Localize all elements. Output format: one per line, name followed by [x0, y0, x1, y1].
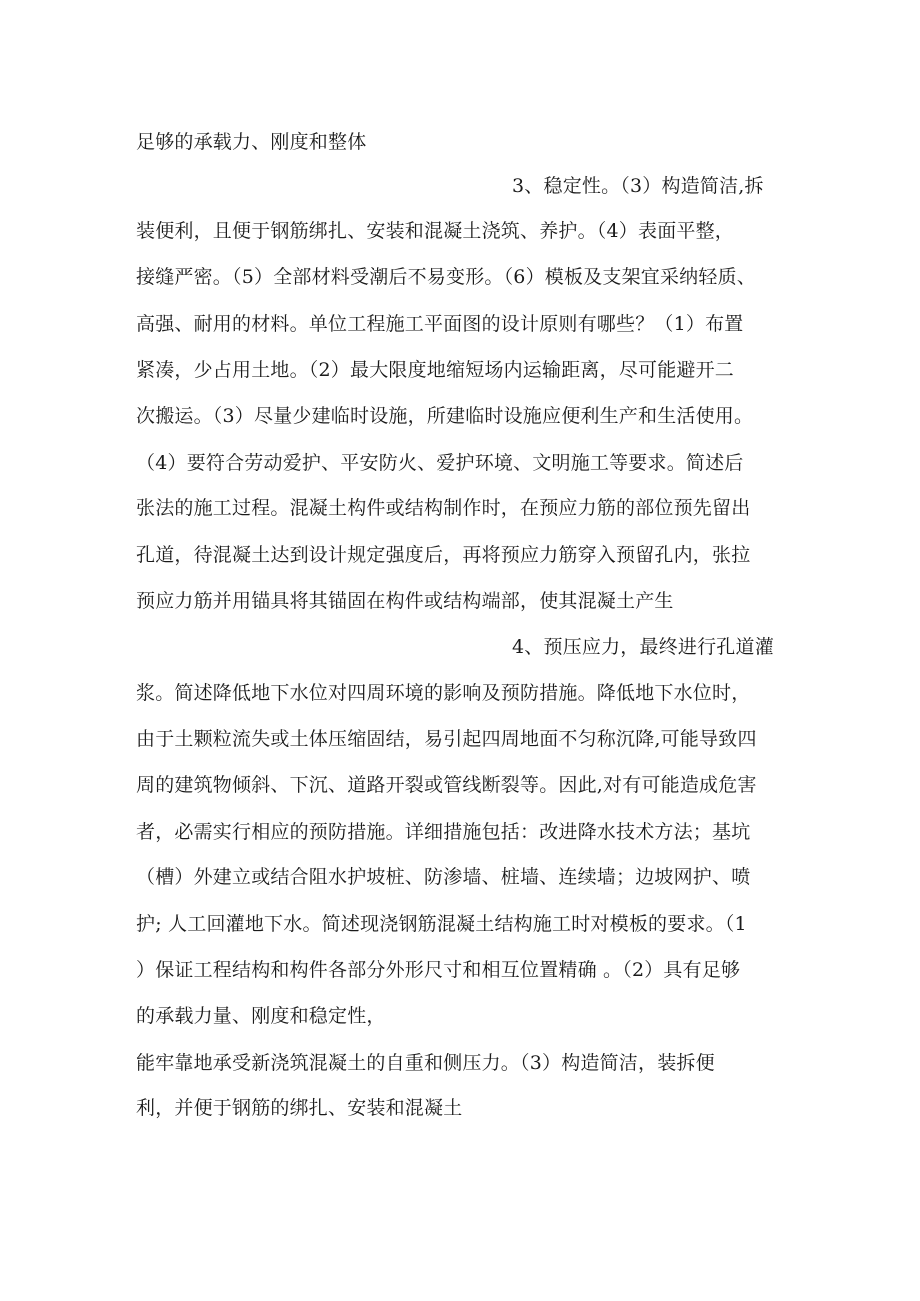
text-line-14: 由于土颗粒流失或土体压缩固结，易引起四周地面不匀称沉降,可能导致四: [136, 728, 757, 750]
text-line-17: （槽）外建立或结合阻水护坡桩、防渗墙、桩墙、连续墙；边坡网护、喷: [136, 866, 751, 888]
text-line-22: 利，并便于钢筋的绑扎、安装和混凝土: [136, 1097, 463, 1119]
text-line-13: 浆。简述降低地下水位对四周环境的影响及预防措施。降低地下水位时，: [136, 682, 751, 704]
text-line-20: 的承载力量、刚度和稳定性，: [136, 1005, 386, 1027]
text-line-5: 高强、耐用的材料。单位工程施工平面图的设计原则有哪些？（1）布置: [136, 313, 744, 335]
text-line-16: 者，必需实行相应的预防措施。详细措施包括：改进降水技术方法；基坑: [136, 821, 751, 843]
text-line-2: 3、稳定性。（3）构造简洁,拆: [512, 175, 764, 197]
text-line-1: 足够的承载力、刚度和整体: [136, 131, 367, 153]
text-line-8: （4）要符合劳动爱护、平安防火、爱护环境、文明施工等要求。简述后: [136, 452, 744, 474]
text-line-3: 装便利，且便于钢筋绑扎、安装和混凝土浇筑、养护。（4）表面平整，: [136, 220, 734, 242]
text-line-21: 能牢靠地承受新浇筑混凝土的自重和侧压力。（3）构造简洁，装拆便: [136, 1052, 715, 1074]
text-line-10: 孔道，待混凝土达到设计规定强度后，再将预应力筋穿入预留孔内，张拉: [136, 544, 751, 566]
text-line-12: 4、预压应力，最终进行孔道灌: [512, 636, 774, 658]
text-line-15: 周的建筑物倾斜、下沉、道路开裂或管线断裂等。因此,对有可能造成危害: [136, 774, 757, 796]
text-line-7: 次搬运。（3）尽量少建临时设施，所建临时设施应便利生产和生活使用。: [136, 405, 754, 427]
text-line-9: 张法的施工过程。混凝土构件或结构制作时，在预应力筋的部位预先留出: [136, 497, 751, 519]
text-line-6: 紧凑，少占用土地。（2）最大限度地缩短场内运输距离，尽可能避开二: [136, 359, 734, 381]
text-line-18: 护; 人工回灌地下水。简述现浇钢筋混凝土结构施工时对模板的要求。（1: [136, 913, 747, 935]
text-line-4: 接缝严密。（5）全部材料受潮后不易变形。（6）模板及支架宜采纳轻质、: [136, 266, 756, 288]
text-line-19: ）保证工程结构和构件各部分外形尺寸和相互位置精确 。（2）具有足够: [136, 959, 741, 981]
text-line-11: 预应力筋并用锚具将其锚固在构件或结构端部，使其混凝土产生: [136, 590, 674, 612]
